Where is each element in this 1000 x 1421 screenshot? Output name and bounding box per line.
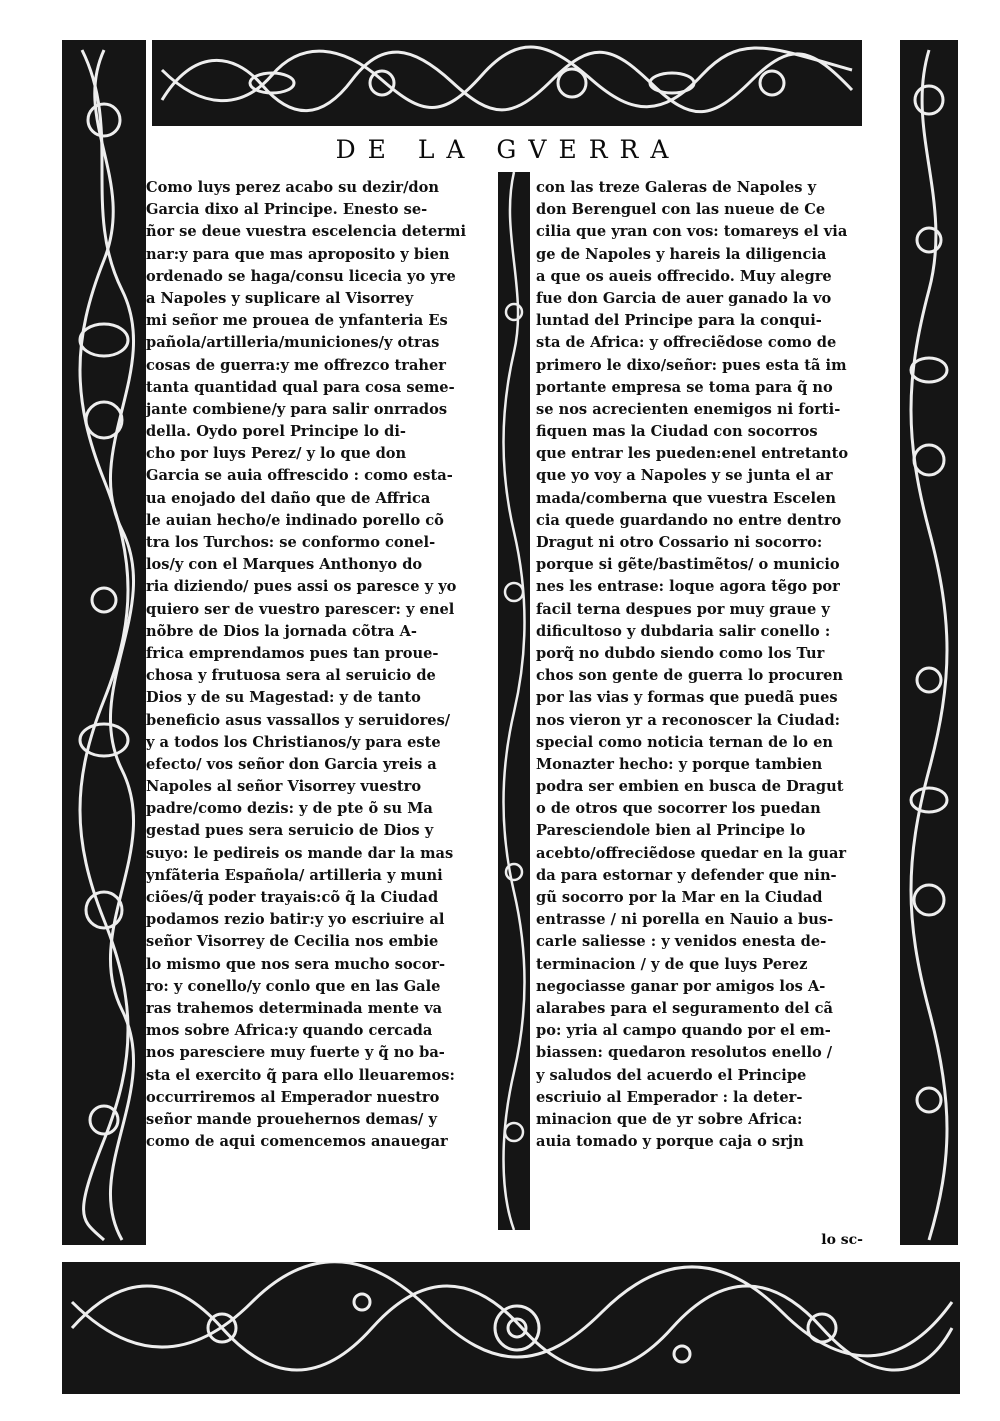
text-line: Paresciendole bien al Principe lo bbox=[536, 822, 806, 840]
text-line: cilia que yran con vos: tomareys el via bbox=[536, 223, 848, 241]
text-line: don Berenguel con las nueue de Ce bbox=[536, 201, 826, 219]
text-line: jante combiene/y para salir onrrados bbox=[146, 400, 448, 418]
text-line: con las treze Galeras de Napoles y bbox=[536, 179, 817, 196]
text-line: ua enojado del daño que de Affrica bbox=[146, 489, 431, 507]
text-line: ras trahemos determinada mente va bbox=[146, 999, 443, 1017]
text-line: lo mismo que nos sera mucho socor- bbox=[146, 955, 446, 973]
text-line: podamos rezio batir:y yo escriuire al bbox=[146, 911, 445, 929]
text-line: carle saliesse : y venidos enesta de- bbox=[536, 933, 827, 951]
text-line: ro: y conello/y conlo que en las Gale bbox=[146, 977, 441, 995]
top-ornament-border bbox=[152, 40, 862, 126]
text-line: señor Visorrey de Cecilia nos embie bbox=[146, 933, 439, 951]
text-line: podra ser embien en busca de Dragut bbox=[536, 778, 844, 796]
text-line: que entrar les pueden:enel entretanto bbox=[536, 445, 849, 463]
text-line: nos vieron yr a reconoscer la Ciudad: bbox=[536, 711, 841, 729]
text-line: primero le dixo/señor: pues esta tã im bbox=[536, 356, 847, 374]
text-line: cosas de guerra:y me offrezco traher bbox=[146, 356, 446, 374]
text-line: tanta quantidad qual para cosa seme- bbox=[146, 378, 455, 396]
text-line: nos paresciere muy fuerte y q̃ no ba- bbox=[146, 1044, 445, 1062]
text-line: Garcia dixo al Principe. Enesto se- bbox=[146, 201, 428, 219]
text-line: terminacion / y de que luys Perez bbox=[536, 955, 808, 973]
text-line: señor mande prouehernos demas/ y bbox=[146, 1110, 437, 1128]
text-line: porq̃ no dubdo siendo como los Tur bbox=[536, 644, 825, 662]
text-line: chosa y frutuosa sera al seruicio de bbox=[146, 667, 436, 685]
left-text-column bbox=[146, 177, 490, 1153]
text-line: Napoles al señor Visorrey vuestro bbox=[146, 778, 422, 796]
text-line: portante empresa se toma para q̃ no bbox=[536, 378, 833, 396]
text-line: y saludos del acuerdo el Principe bbox=[536, 1066, 807, 1084]
floral-vine-frieze-icon bbox=[62, 1262, 960, 1394]
center-ornament-border bbox=[498, 172, 530, 1230]
text-line: suyo: le pedireis os mande dar la mas bbox=[146, 844, 454, 862]
text-line: a que os aueis offrecido. Muy alegre bbox=[536, 267, 832, 285]
text-line: alarabes para el seguramento del cã bbox=[536, 999, 833, 1017]
text-line: padre/como dezis: y de pte õ su Ma bbox=[146, 800, 433, 818]
text-line: frica emprendamos pues tan proue- bbox=[146, 644, 439, 662]
text-line: por las vias y formas que puedã pues bbox=[536, 689, 838, 707]
left-ornament-border bbox=[62, 40, 146, 1245]
text-line: Dragut ni otro Cossario ni socorro: bbox=[536, 534, 823, 551]
text-line: los/y con el Marques Anthonyo do bbox=[146, 556, 423, 574]
text-line: auia tomado y porque caja o srjn bbox=[536, 1133, 804, 1151]
text-line: nes les entrase: loque agora tẽgo por bbox=[536, 578, 840, 596]
candelabra-column-icon bbox=[900, 40, 958, 1245]
text-line: fue don Garcia de auer ganado la vo bbox=[536, 289, 832, 307]
text-line: della. Oydo porel Principe lo di- bbox=[146, 423, 406, 441]
text-line: da para estornar y defender que nin- bbox=[536, 866, 837, 884]
text-line: quiero ser de vuestro parescer: y enel bbox=[146, 600, 455, 618]
text-line: le auian hecho/e indinado porello cõ bbox=[146, 511, 444, 529]
text-line: facil terna despues por muy graue y bbox=[536, 600, 830, 618]
text-line: po: yria al campo quando por el em- bbox=[536, 1022, 831, 1040]
text-line: sta de Africa: y offreciẽdose como de bbox=[536, 334, 837, 352]
text-line: fiquen mas la Ciudad con socorros bbox=[536, 423, 818, 441]
text-line: pañola/artilleria/municiones/y otras bbox=[146, 334, 440, 352]
text-line: porque si gẽte/bastimẽtos/ o municio bbox=[536, 556, 840, 574]
text-line: nar:y para que mas aproposito y bien bbox=[146, 245, 450, 263]
text-line: mos sobre Africa:y quando cercada bbox=[146, 1022, 433, 1040]
grotesque-frieze-icon bbox=[152, 40, 862, 126]
text-line: special como noticia ternan de lo en bbox=[536, 733, 833, 751]
text-line: luntad del Principe para la conqui- bbox=[536, 312, 822, 330]
text-line: dificultoso y dubdaria salir conello : bbox=[536, 622, 831, 640]
catchword: lo sc- bbox=[821, 1232, 863, 1248]
text-line: ria diziendo/ pues assi os paresce y yo bbox=[146, 578, 457, 596]
text-line: efecto/ vos señor don Garcia yreis a bbox=[146, 755, 437, 773]
figures-column-icon bbox=[62, 40, 146, 1245]
text-line: gũ socorro por la Mar en la Ciudad bbox=[536, 889, 823, 906]
text-line: o de otros que socorrer los puedan bbox=[536, 800, 821, 818]
text-line: tra los Turchos: se conformo conel- bbox=[146, 534, 436, 551]
text-line: que yo voy a Napoles y se junta el ar bbox=[536, 467, 833, 485]
text-line: beneficio asus vassallos y seruidores/ bbox=[146, 711, 451, 729]
text-line: y a todos los Christianos/y para este bbox=[146, 733, 441, 751]
text-line: mi señor me proueа de ynfanteria Es bbox=[146, 312, 448, 330]
text-line: entrasse / ni porella en Nauio a bus- bbox=[536, 911, 834, 929]
text-line: Como luys perez acabo su dezir/don bbox=[146, 179, 439, 196]
text-line: acebto/offreciẽdose quedar en la guar bbox=[536, 844, 847, 862]
right-ornament-border bbox=[900, 40, 958, 1245]
text-line: gestad pues sera seruicio de Dios y bbox=[146, 822, 434, 840]
right-text-column bbox=[536, 177, 882, 1153]
text-line: mada/comberna que vuestra Escelen bbox=[536, 489, 836, 507]
text-line: sta el exercito q̃ para ello lleuaremos: bbox=[146, 1066, 455, 1084]
bottom-ornament-border bbox=[62, 1262, 960, 1394]
text-line: ge de Napoles y hareis la diligencia bbox=[536, 245, 827, 263]
text-line: cia quede guardando no entre dentro bbox=[536, 511, 842, 529]
text-line: Dios y de su Magestad: y de tanto bbox=[146, 689, 421, 707]
text-line: ciões/q̃ poder trayais:cõ q̃ la Ciudad bbox=[146, 889, 439, 906]
text-line: se nos acrecienten enemigos ni forti- bbox=[536, 400, 841, 418]
text-line: escriuio al Emperador : la deter- bbox=[536, 1088, 803, 1106]
vine-divider-icon bbox=[498, 172, 530, 1230]
text-line: biassen: quedaron resolutos enello / bbox=[536, 1044, 833, 1062]
text-line: ynfãteria Española/ artilleria y muni bbox=[146, 866, 443, 884]
text-line: minacion que de yr sobre Africa: bbox=[536, 1110, 803, 1128]
page-heading: DE LA GVERRA bbox=[335, 135, 681, 164]
text-line: negociasse ganar por amigos los A- bbox=[536, 977, 826, 995]
text-line: como de aqui comencemos anauegar bbox=[146, 1133, 448, 1151]
text-line: ordenado se haga/consu licecia yo yre bbox=[146, 267, 456, 285]
text-line: occurriremos al Emperador nuestro bbox=[146, 1088, 440, 1106]
text-line: chos son gente de guerra lo procuren bbox=[536, 667, 844, 685]
text-line: Monazter hecho: y porque tambien bbox=[536, 755, 823, 773]
text-line: nõbre de Dios la jornada cõtra A- bbox=[146, 622, 417, 640]
text-line: cho por luys Perez/ y lo que don bbox=[146, 445, 407, 463]
text-line: a Napoles y suplicare al Visorrey bbox=[146, 289, 414, 307]
text-line: ñor se deue vuestra escelencia determi bbox=[146, 223, 466, 241]
text-line: Garcia se auia offrescido : como esta- bbox=[146, 467, 453, 485]
